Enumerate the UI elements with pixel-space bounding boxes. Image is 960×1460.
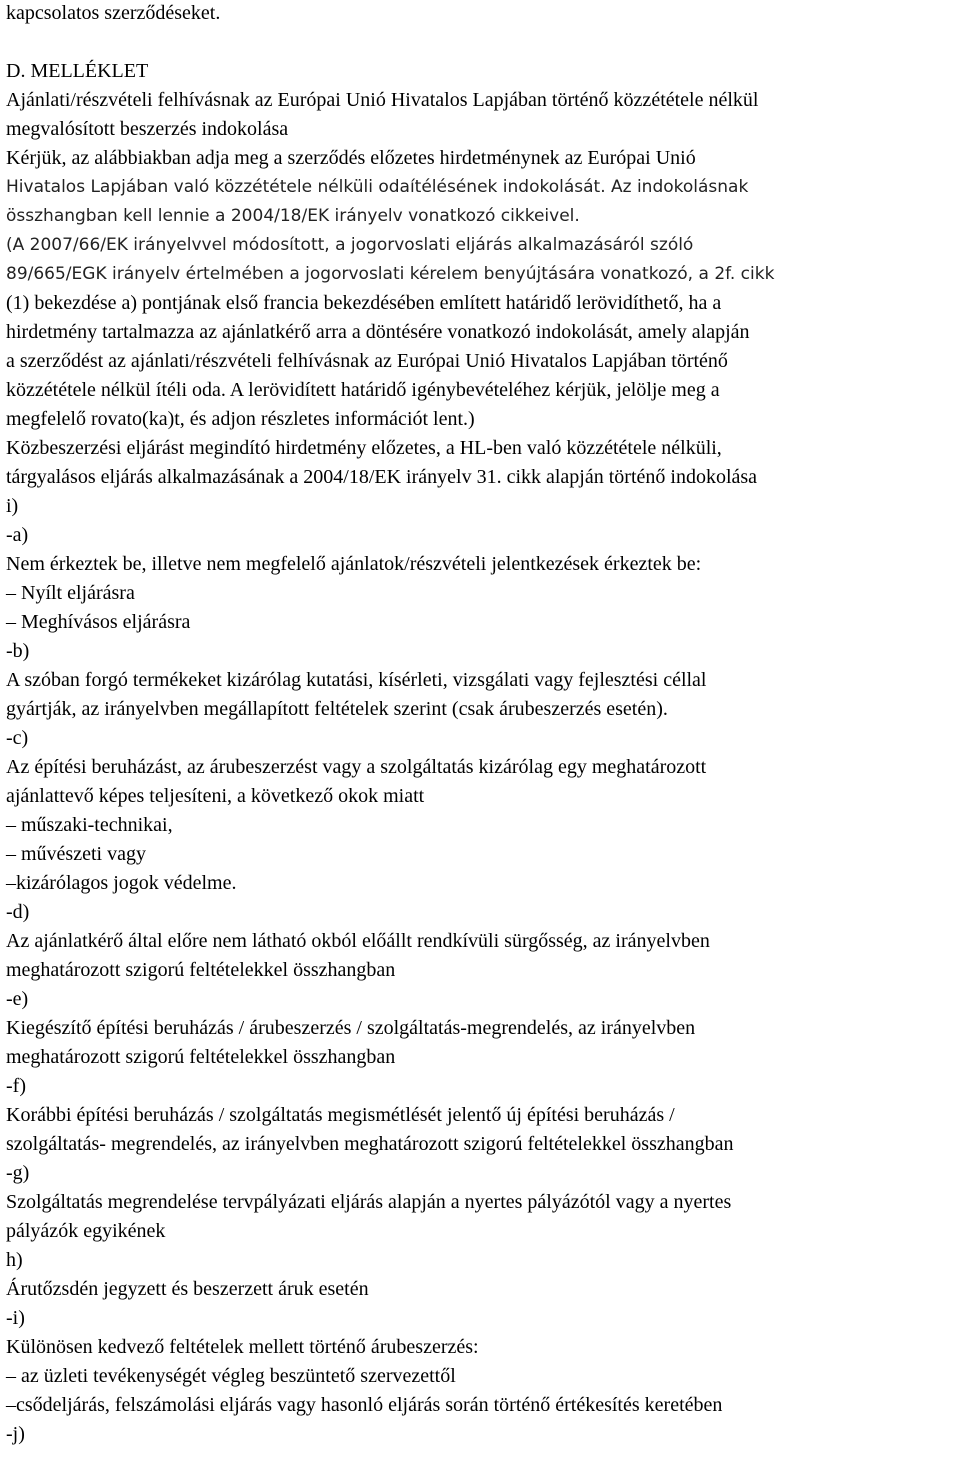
text-line: Különösen kedvező feltételek mellett történő árubeszerzés: bbox=[6, 1336, 479, 1358]
item-label: i) bbox=[6, 495, 19, 517]
annex-heading: D. MELLÉKLET bbox=[6, 60, 149, 82]
list-item: –csődeljárás, felszámolási eljárás vagy hasonló eljárás során történő értékesítés keretében bbox=[6, 1394, 723, 1416]
item-label: -j) bbox=[6, 1423, 25, 1445]
item-label: -a) bbox=[6, 524, 29, 546]
list-item: – az üzleti tevékenységét végleg beszüntető szervezettől bbox=[6, 1365, 456, 1387]
list-item: –kizárólagos jogok védelme. bbox=[6, 872, 237, 894]
list-item: – Nyílt eljárásra bbox=[6, 582, 135, 604]
text-line: Szolgáltatás megrendelése tervpályázati eljárás alapján a nyertes pályázótól vagy a nyertes bbox=[6, 1191, 732, 1213]
text-line: (A 2007/66/EK irányelvvel módosított, a jogorvoslati eljárás alkalmazásáról szóló bbox=[6, 235, 694, 255]
text-line: megfelelő rovato(ka)t, és adjon részletes információt lent.) bbox=[6, 408, 475, 430]
list-item: – műszaki-technikai, bbox=[6, 814, 173, 836]
list-item: – Meghívásos eljárásra bbox=[6, 611, 191, 633]
item-label: -b) bbox=[6, 640, 30, 662]
text-line: (1) bekezdése a) pontjának első francia bekezdésében említett határidő lerövidíthető, ha a bbox=[6, 292, 722, 314]
item-label: -i) bbox=[6, 1307, 25, 1329]
text-line: kapcsolatos szerződéseket. bbox=[6, 2, 221, 24]
text-line: pályázók egyikének bbox=[6, 1220, 166, 1242]
text-line: megvalósított beszerzés indokolása bbox=[6, 118, 289, 140]
item-label: -f) bbox=[6, 1075, 26, 1097]
text-line: Az ajánlatkérő által előre nem látható okból előállt rendkívüli sürgősség, az irányelvben bbox=[6, 930, 710, 952]
item-label: -c) bbox=[6, 727, 29, 749]
text-line: Korábbi építési beruházás / szolgáltatás megismétlését jelentő új építési beruházás / bbox=[6, 1104, 675, 1126]
text-line: szolgáltatás- megrendelés, az irányelvben meghatározott szigorú feltételekkel összhangban bbox=[6, 1133, 734, 1155]
text-line: hirdetmény tartalmazza az ajánlatkérő arra a döntésére vonatkozó indokolását, amely alapján bbox=[6, 321, 750, 343]
text-line: tárgyalásos eljárás alkalmazásának a 2004/18/EK irányelv 31. cikk alapján történő indokolása bbox=[6, 466, 758, 488]
text-line: Kiegészítő építési beruházás / árubeszerzés / szolgáltatás-megrendelés, az irányelvben bbox=[6, 1017, 696, 1039]
text-line: 89/665/EGK irányelv értelmében a jogorvoslati kérelem benyújtására vonatkozó, a 2f. cikk bbox=[6, 264, 775, 284]
text-line: Ajánlati/részvételi felhívásnak az Európai Unió Hivatalos Lapjában történő közzététele nélkül bbox=[6, 89, 759, 111]
text-line: Az építési beruházást, az árubeszerzést vagy a szolgáltatás kizárólag egy meghatározott bbox=[6, 756, 707, 778]
text-line: Nem érkeztek be, illetve nem megfelelő ajánlatok/részvételi jelentkezések érkeztek be: bbox=[6, 553, 702, 575]
item-label: h) bbox=[6, 1249, 23, 1271]
text-line: Közbeszerzési eljárást megindító hirdetmény előzetes, a HL-ben való közzététele nélküli, bbox=[6, 437, 722, 459]
text-line: meghatározott szigorú feltételekkel összhangban bbox=[6, 1046, 396, 1068]
item-label: -e) bbox=[6, 988, 29, 1010]
item-label: -d) bbox=[6, 901, 30, 923]
text-line: ajánlattevő képes teljesíteni, a következő okok miatt bbox=[6, 785, 425, 807]
text-line: A szóban forgó termékeket kizárólag kutatási, kísérleti, vizsgálati vagy fejlesztési céllal bbox=[6, 669, 707, 691]
text-line: összhangban kell lennie a 2004/18/EK irányelv vonatkozó cikkeivel. bbox=[6, 206, 580, 226]
list-item: – művészeti vagy bbox=[6, 843, 146, 865]
text-line: a szerződést az ajánlati/részvételi felhívásnak az Európai Unió Hivatalos Lapjában történő bbox=[6, 350, 728, 372]
text-line: Árutőzsdén jegyzett és beszerzett áruk esetén bbox=[6, 1278, 369, 1300]
item-label: -g) bbox=[6, 1162, 30, 1184]
text-line: Kérjük, az alábbiakban adja meg a szerződés előzetes hirdetménynek az Európai Unió bbox=[6, 147, 696, 169]
text-line: meghatározott szigorú feltételekkel összhangban bbox=[6, 959, 396, 981]
text-line: gyártják, az irányelvben megállapított feltételek szerint (csak árubeszerzés esetén). bbox=[6, 698, 668, 720]
text-line: Hivatalos Lapjában való közzététele nélküli odaítélésének indokolását. Az indokolásnak bbox=[6, 177, 749, 197]
text-line: közzététele nélkül ítéli oda. A lerövidített határidő igénybevételéhez kérjük, jelölje meg a bbox=[6, 379, 720, 401]
